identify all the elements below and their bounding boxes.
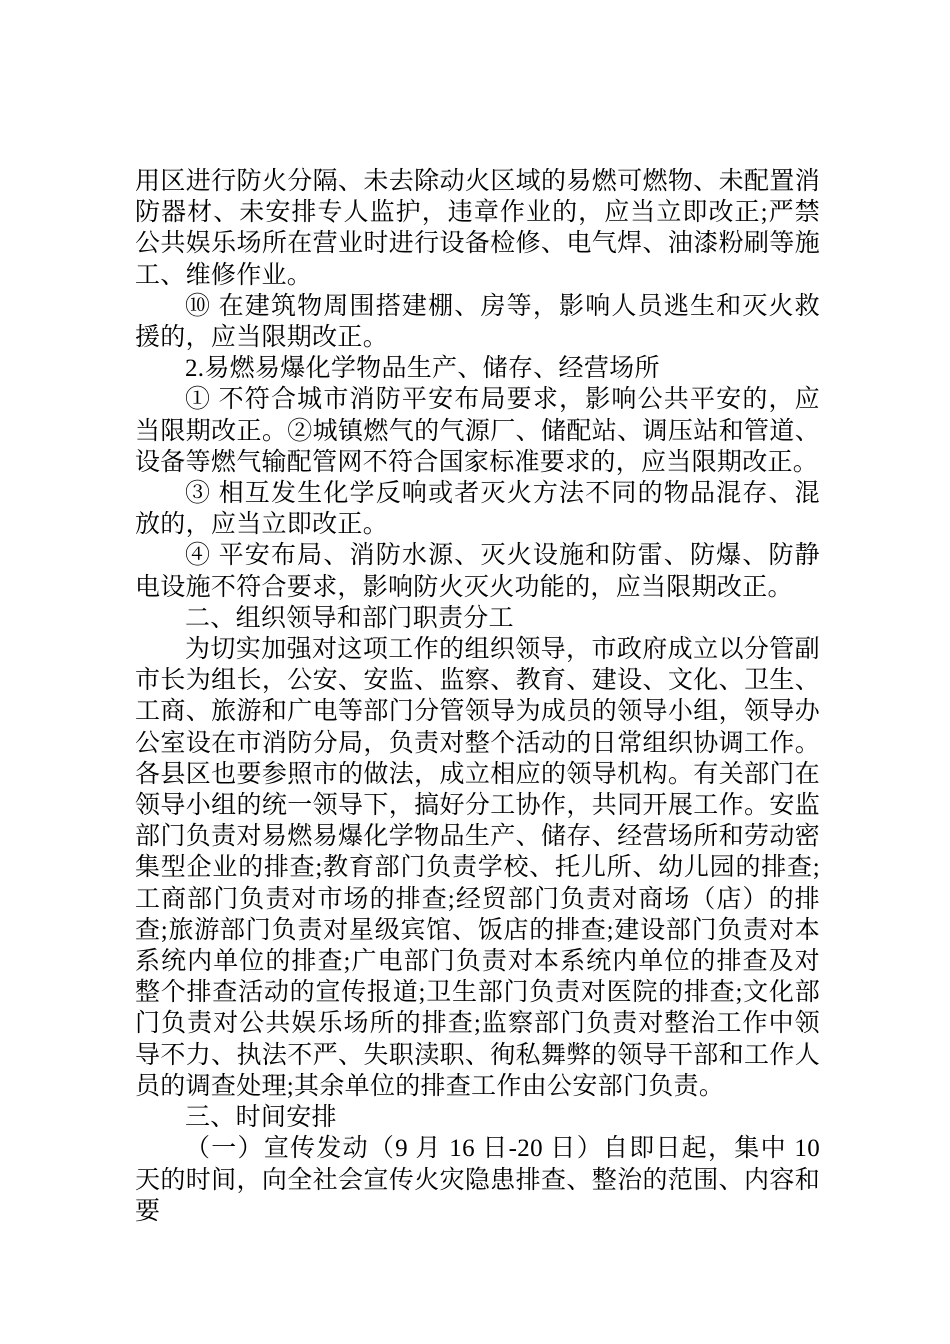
paragraph-item-1-2: ① 不符合城市消防平安布局要求，影响公共平安的，应当限期改正。②城镇燃气的气源厂、储配站、调压站和管道、设备等燃气输配管网不符合国家标准要求的，应当限期改正。 [135,386,820,476]
section-3-item-1: （一）宣传发动（9 月 16 日-20 日）自即日起，集中 10 天的时间，向全社会宣传火灾隐患排查、整治的范围、内容和要 [135,1135,820,1225]
paragraph-item-10: ⑩ 在建筑物周围搭建棚、房等，影响人员逃生和灭火救援的，应当限期改正。 [135,292,820,352]
section-3-heading: 三、时间安排 [185,1104,337,1132]
section-2-body: 为切实加强对这项工作的组织领导，市政府成立以分管副市长为组长，公安、安监、监察、教育、建设、文化、卫生、工商、旅游和广电等部门分管领导为成员的领导小组，领导办公室设在市消防分局，负责对整个活动的日常组织协调工作。各县区也要参照市的做法，成立相应的领导机构。有关部门在领导小组的统一领导下，搞好分工协作，共同开展工作。安监部门负责对易燃易爆化学物品生产、储存、经营场所和劳动密集型企业的排查;教育部门负责学校、托儿所、幼儿园的排查;工商部门负责对市场的排查;经贸部门负责对商场（店）的排查;旅游部门负责对星级宾馆、饭店的排查;建设部门负责对本系统内单位的排查;广电部门负责对本系统内单位的排查及对整个排查活动的宣传报道;卫生部门负责对医院的排查;文化部门负责对公共娱乐场所的排查;监察部门负责对整治工作中领导不力、执法不严、失职渎职、徇私舞弊的领导干部和工作人员的调查处理;其余单位的排查工作由公安部门负责。 [135,636,820,1100]
subsection-2-heading: 2.易燃易爆化学物品生产、储存、经营场所 [185,355,660,383]
paragraph-item-4: ④ 平安布局、消防水源、灭火设施和防雷、防爆、防静电设施不符合要求，影响防火灭火功能的，应当限期改正。 [135,542,820,601]
paragraph-item-3: ③ 相互发生化学反响或者灭火方法不同的物品混存、混放的，应当立即改正。 [135,480,820,539]
section-2-heading: 二、组织领导和部门职责分工 [185,604,514,632]
paragraph-continuation: 用区进行防火分隔、未去除动火区域的易燃可燃物、未配置消防器材、未安排专人监护，违章作业的，应当立即改正;严禁公共娱乐场所在营业时进行设备检修、电气焊、油漆粉刷等施工、维修作业。 [135,168,820,289]
